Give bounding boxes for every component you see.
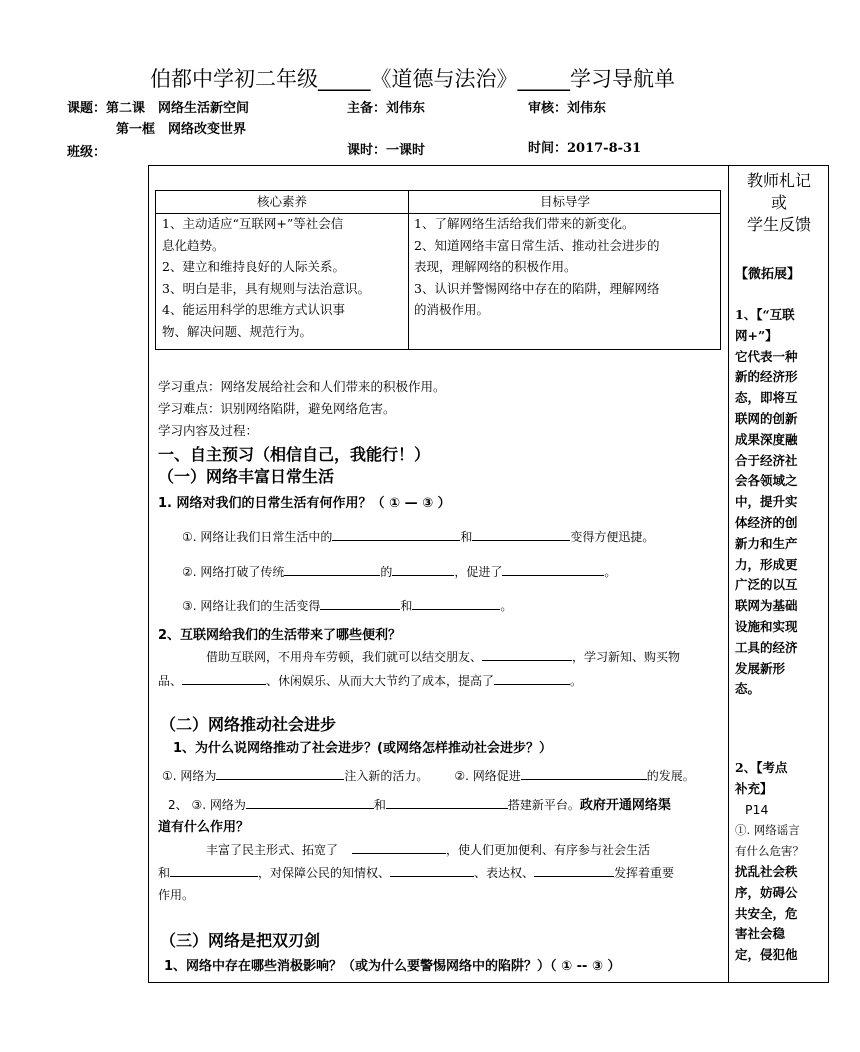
class-label: 班级： — [67, 145, 107, 160]
section3-heading: （三）网络是把双刃剑 — [160, 931, 321, 950]
line: 广泛的以互 — [735, 577, 798, 593]
line: 工具的经济 — [735, 639, 798, 655]
sidebar-item2 — [735, 758, 804, 966]
text: ，对保障公民的知情权、 — [258, 866, 391, 880]
blank[interactable] — [332, 528, 460, 541]
sidebar-expand: 【微拓展】 — [735, 267, 801, 282]
col2-header: 目标导学 — [539, 194, 590, 209]
text: 变得方便迅捷。 — [570, 530, 655, 544]
q3-answer-a — [162, 767, 695, 784]
col2-line: 3、认识并警惕网络中存在的陷阱，理解网络 — [414, 280, 660, 296]
blank[interactable] — [390, 864, 474, 877]
line: P14 — [745, 801, 769, 817]
text: ，学习新知、购买物 — [572, 650, 681, 664]
line: 联网为基础 — [735, 598, 798, 614]
text: 和 — [400, 599, 413, 613]
col2-line: 的消极作用。 — [414, 302, 490, 317]
text: 借助互联网，不用舟车劳顿，我们就可以结交朋友、 — [206, 650, 483, 664]
text: ①. 网络让我们日常生活中的 — [182, 530, 333, 544]
line: 共安全，危 — [735, 905, 798, 921]
blank[interactable] — [392, 563, 454, 576]
col2-line: 1、了解网络生活给我们带来的新变化。 — [414, 216, 635, 231]
text: ①. 网络为 — [162, 769, 217, 783]
text: 的 — [380, 565, 393, 579]
study-focus: 学习重点：网络发展给社会和人们带来的积极作用。 — [158, 379, 446, 394]
sidebar-title-line: 教师札记 — [746, 171, 811, 190]
blank[interactable] — [246, 796, 374, 809]
text: 、表达权、 — [474, 866, 535, 880]
question-2: 2、互联网给我们的生活带来了哪些便利？ — [158, 628, 402, 643]
blank[interactable] — [521, 767, 647, 780]
line: 网+”】 — [735, 327, 778, 343]
blank[interactable] — [386, 796, 508, 809]
line: 1、【“互联 — [735, 307, 795, 322]
line: 设施和实现 — [735, 618, 798, 634]
blank[interactable] — [494, 672, 570, 685]
author: 主备：刘伟东 — [347, 101, 426, 116]
q4-line-3: 作用。 — [158, 888, 195, 902]
q1-answer-a — [182, 528, 654, 545]
question-1: 1. 网络对我们的日常生活有何作用？（ ① — ③ ） — [158, 496, 451, 511]
text: 品、 — [158, 674, 183, 688]
line: 体经济的创 — [735, 514, 798, 530]
text: 。 — [500, 599, 513, 613]
line: 发展新形 — [735, 660, 786, 676]
text: ②. 网络打破了传统 — [182, 565, 285, 579]
line: 联网的创新 — [735, 410, 798, 426]
line: ①. 网络谣言 — [735, 823, 800, 838]
part1-heading: 一、自主预习（相信自己，我能行！） — [158, 445, 431, 464]
section2-heading: （二）网络推动社会进步 — [160, 715, 337, 734]
text: 搭建新平台。 — [507, 798, 580, 812]
text: 丰富了民主形式、拓宽了 — [206, 843, 339, 857]
text: 和 — [373, 798, 386, 812]
line: 态。 — [735, 681, 761, 697]
text: ③. 网络让我们的生活变得 — [182, 599, 321, 613]
text: 。 — [570, 674, 583, 688]
text: ，使人们更加便利、有序参与社会生活 — [446, 843, 651, 857]
sidebar-divider — [728, 165, 729, 983]
line: 2、【考点 — [735, 760, 788, 775]
study-difficulty: 学习难点：识别网络陷阱，避免网络危害。 — [158, 401, 396, 416]
q4-line-1 — [206, 841, 650, 858]
blank[interactable] — [320, 597, 400, 610]
col2-line: 2、知道网络丰富日常生活、推动社会进步的 — [414, 237, 660, 253]
col1-header: 核心素养 — [256, 194, 307, 209]
col1-line: 3、明白是非，具有规则与法治意识。 — [162, 280, 370, 296]
question-5: 1、网络中存在哪些消极影响？（或为什么要警惕网络中的陷阱？）（ ① -- ③ ） — [164, 959, 621, 974]
text: 。 — [604, 565, 617, 579]
col1-line: 2、建立和维持良好的人际关系。 — [162, 259, 345, 274]
text: ②. 网络促进 — [454, 769, 521, 783]
question-3: 1、为什么说网络推动了社会进步？(或网络怎样推动社会进步？） — [173, 741, 552, 756]
col1-cell — [162, 213, 370, 342]
blank[interactable] — [216, 767, 344, 780]
text: 和 — [460, 530, 473, 544]
q1-answer-c — [182, 597, 512, 614]
sidebar-item1 — [735, 305, 798, 700]
text: 注入新的活力。 — [344, 769, 429, 783]
section1-heading: （一）网络丰富日常生活 — [158, 467, 335, 486]
line: 害社会稳 — [735, 926, 786, 942]
line: 定，侵犯他 — [735, 947, 798, 963]
blank[interactable] — [182, 672, 266, 685]
line: 力，形成更 — [735, 556, 798, 572]
text: 和 — [158, 866, 171, 880]
col1-line: 物、解决问题、规范行为。 — [162, 323, 313, 339]
page-title: 伯都中学初二年级_____《道德与法治》_____学习导航单 — [150, 67, 675, 91]
line: 合于经济社 — [735, 452, 798, 468]
blank[interactable] — [284, 563, 380, 576]
period: 课时：一课时 — [347, 143, 426, 158]
sidebar-title-line: 学生反馈 — [746, 215, 811, 234]
line: 补充】 — [735, 780, 773, 796]
q4-line-2 — [158, 864, 674, 881]
col1-line: 4、能运用科学的思维方式认识事 — [162, 302, 345, 317]
blank[interactable] — [502, 563, 604, 576]
sidebar-title-line: 或 — [770, 193, 787, 212]
line: 会各领域之 — [735, 473, 798, 489]
blank[interactable] — [170, 864, 258, 877]
text: 政府开通网络渠 — [579, 798, 671, 813]
table-column-divider — [408, 191, 409, 349]
q3-answer-b — [168, 794, 671, 813]
blank[interactable] — [352, 841, 446, 854]
text: 、休闲娱乐、从而大大节约了成本，提高了 — [266, 674, 495, 688]
line: 扰乱社会秩 — [735, 863, 798, 879]
col1-line: 息化趋势。 — [162, 237, 225, 253]
line: 中，提升实 — [735, 494, 798, 510]
q2-line-1 — [206, 648, 680, 665]
line: 它代表一种 — [735, 348, 798, 364]
line: 成果深度融 — [735, 431, 798, 447]
line: 新力和生产 — [735, 535, 798, 551]
text: ，促进了 — [454, 565, 503, 579]
date: 时间：2017-8-31 — [528, 141, 642, 156]
lesson-label: 课题：第二课 网络生活新空间 — [67, 101, 250, 116]
q3-answer-b-cont: 道有什么作用？ — [158, 820, 250, 835]
blank[interactable] — [412, 597, 500, 610]
goals-table — [155, 190, 721, 350]
lesson-sub: 第一框 网络改变世界 — [116, 122, 247, 137]
blank[interactable] — [482, 648, 572, 661]
line: 新的经济形 — [735, 369, 798, 385]
text: 2、 ③. 网络为 — [168, 798, 246, 812]
q2-line-2 — [158, 672, 582, 689]
text: 的发展。 — [646, 769, 695, 783]
line: 序，妨碍公 — [735, 884, 798, 900]
col2-line: 表现，理解网络的积极作用。 — [414, 259, 577, 274]
blank[interactable] — [472, 528, 570, 541]
reviewer: 审核：刘伟东 — [528, 101, 607, 116]
sidebar-title — [729, 170, 829, 236]
line: 有什么危害？ — [735, 844, 804, 859]
col1-line: 1、主动适应“互联网+”等社会信 — [162, 216, 344, 231]
text: 发挥着重要 — [614, 866, 675, 880]
blank[interactable] — [534, 864, 614, 877]
study-process: 学习内容及过程： — [158, 423, 259, 438]
line: 态，即将互 — [735, 390, 798, 406]
col2-cell — [414, 213, 659, 321]
q1-answer-b — [182, 563, 616, 580]
